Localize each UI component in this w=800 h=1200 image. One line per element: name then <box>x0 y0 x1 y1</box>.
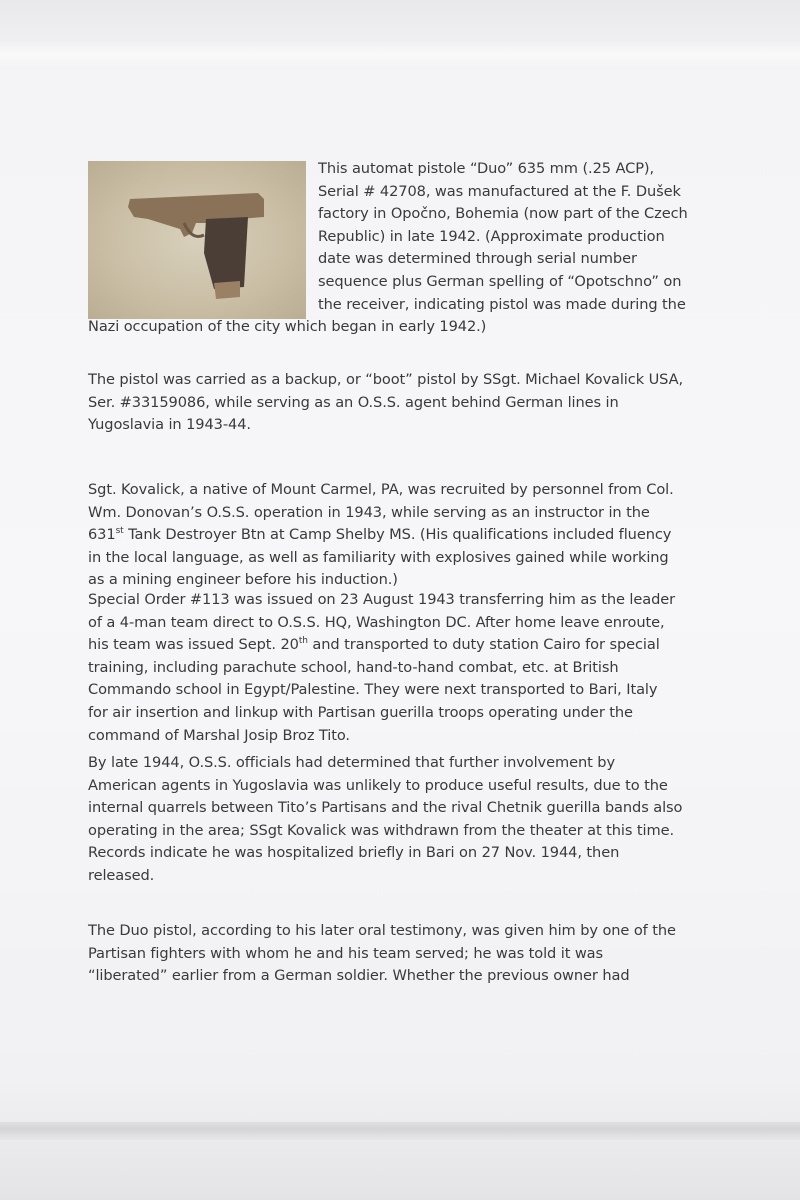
text-line <box>88 702 728 725</box>
text-line <box>88 634 728 657</box>
text-segment: sequence plus German spelling of “Opotschno” on <box>318 272 682 290</box>
text-segment: factory in Opočno, Bohemia (now part of the Czech <box>318 205 688 223</box>
paragraph-provenance <box>88 920 728 988</box>
text-line <box>88 775 728 798</box>
plastic-sleeve-edge <box>0 1122 800 1140</box>
text-segment: Partisan fighters with whom he and his team served; he was told it was <box>88 944 604 962</box>
text-segment: as a mining engineer before his induction.) <box>88 571 398 589</box>
text-segment: “liberated” earlier from a German soldier. Whether the previous owner had <box>88 967 630 985</box>
text-line <box>88 920 728 943</box>
paragraph-special-order <box>88 589 728 747</box>
text-segment: Yugoslavia in 1943-44. <box>88 416 251 434</box>
text-segment: of a 4-man team direct to O.S.S. HQ, Washington DC. After home leave enroute, <box>88 613 665 631</box>
text-segment: date was determined through serial number <box>318 250 637 268</box>
text-segment: This automat pistole “Duo” 635 mm (.25 ACP), <box>318 160 655 177</box>
text-line <box>88 943 728 966</box>
text-segment: released. <box>88 866 155 884</box>
superscript: th <box>298 636 308 647</box>
text-line <box>88 842 728 865</box>
text-segment: Sgt. Kovalick, a native of Mount Carmel, PA, was recruited by personnel from Col. <box>88 481 674 498</box>
text-line <box>88 369 728 392</box>
text-line <box>88 657 728 680</box>
text-line <box>88 797 728 820</box>
text-line <box>88 589 728 612</box>
text-line <box>88 820 728 843</box>
text-segment: Republic) in late 1942. (Approximate production <box>318 227 665 245</box>
text-segment: Tank Destroyer Btn at Camp Shelby MS. (His qualifications included fluency <box>123 526 672 544</box>
text-segment: training, including parachute school, hand-to-hand combat, etc. at British <box>88 658 619 676</box>
text-segment: Commando school in Egypt/Palestine. They were next transported to Bari, Italy <box>88 681 658 699</box>
text-segment: 631 <box>88 526 116 544</box>
text-line <box>88 158 728 181</box>
text-line <box>88 965 728 988</box>
text-segment: the receiver, indicating pistol was made during the <box>318 295 686 313</box>
text-line <box>88 271 728 294</box>
text-segment: Special Order #113 was issued on 23 August 1943 transferring him as the leader <box>88 591 676 608</box>
text-line <box>88 316 728 339</box>
text-line <box>88 294 728 317</box>
text-line <box>88 414 728 437</box>
text-segment: internal quarrels between Tito’s Partisans and the rival Chetnik guerilla bands also <box>88 799 683 817</box>
paragraph-origin <box>88 158 728 339</box>
text-line <box>88 725 728 748</box>
text-line <box>88 612 728 635</box>
text-segment: for air insertion and linkup with Partisan guerilla troops operating under the <box>88 703 633 721</box>
text-line <box>88 479 728 502</box>
text-segment: Serial # 42708, was manufactured at the F. Dušek <box>318 182 681 200</box>
text-line <box>88 392 728 415</box>
text-segment: The Duo pistol, according to his later oral testimony, was given him by one of the <box>88 922 676 939</box>
paragraph-withdrawal <box>88 752 728 888</box>
text-segment: his team was issued Sept. 20 <box>88 636 299 654</box>
text-segment: American agents in Yugoslavia was unlikely to produce useful results, due to the <box>88 776 668 794</box>
text-line <box>88 524 728 547</box>
text-line <box>88 547 728 570</box>
paragraph-recruitment <box>88 479 728 592</box>
paragraph-service <box>88 369 728 437</box>
text-segment: Nazi occupation of the city which began in early 1942.) <box>88 318 487 336</box>
text-segment: Wm. Donovan’s O.S.S. operation in 1943, while serving as an instructor in the <box>88 503 650 521</box>
text-line <box>88 865 728 888</box>
text-segment: Records indicate he was hospitalized briefly in Bari on 27 Nov. 1944, then <box>88 844 620 862</box>
text-segment: Ser. #33159086, while serving as an O.S.S. agent behind German lines in <box>88 393 619 411</box>
text-segment: operating in the area; SSgt Kovalick was withdrawn from the theater at this time. <box>88 821 675 839</box>
text-line <box>88 248 728 271</box>
text-segment: command of Marshal Josip Broz Tito. <box>88 726 350 744</box>
plastic-sleeve-glare <box>0 40 800 70</box>
text-segment: in the local language, as well as familiarity with explosives gained while working <box>88 548 669 566</box>
text-segment: By late 1944, O.S.S. officials had determined that further involvement by <box>88 754 615 771</box>
superscript: st <box>115 526 124 537</box>
text-segment: The pistol was carried as a backup, or “boot” pistol by SSgt. Michael Kovalick USA, <box>88 371 684 388</box>
text-line <box>88 181 728 204</box>
text-line <box>88 226 728 249</box>
text-line <box>88 679 728 702</box>
text-line <box>88 203 728 226</box>
text-line <box>88 752 728 775</box>
text-line <box>88 502 728 525</box>
text-segment: and transported to duty station Cairo for special <box>307 636 660 654</box>
